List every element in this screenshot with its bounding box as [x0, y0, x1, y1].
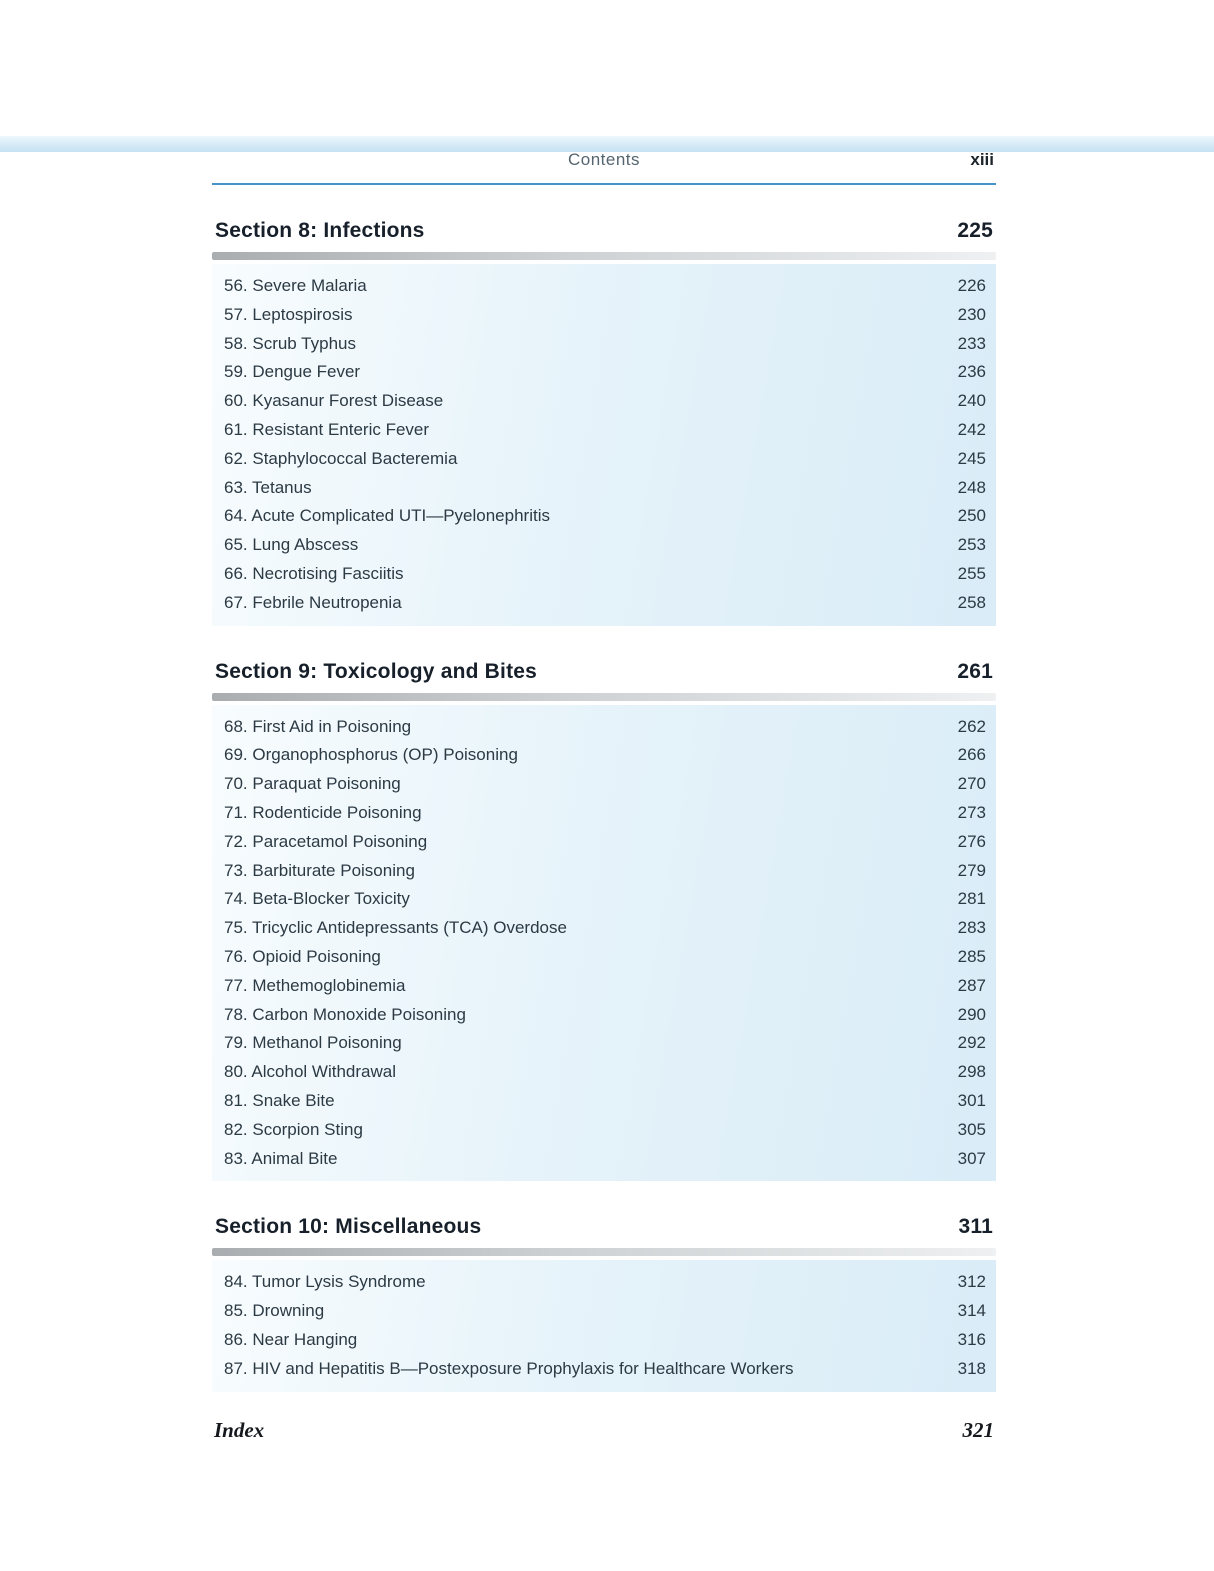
page-header	[212, 150, 996, 185]
entry-page-number: 230	[957, 304, 986, 324]
entry-title: 79. Methanol Poisoning	[224, 1033, 402, 1053]
toc-entry	[224, 1326, 986, 1355]
entry-title: 76. Opioid Poisoning	[224, 946, 381, 966]
toc-entry	[224, 799, 986, 828]
toc-entry	[224, 358, 986, 387]
entry-title: 84. Tumor Lysis Syndrome	[224, 1272, 426, 1292]
entry-page-number: 242	[957, 419, 986, 439]
entry-page-number: 318	[957, 1358, 986, 1378]
entry-page-number: 262	[957, 716, 986, 736]
index-page-number: 321	[962, 1417, 994, 1442]
toc-entry	[224, 474, 986, 503]
toc-entry	[224, 1029, 986, 1058]
entry-title: 82. Scorpion Sting	[224, 1119, 363, 1139]
toc-entry	[224, 1145, 986, 1174]
entry-page-number: 266	[957, 745, 986, 765]
entry-page-number: 253	[957, 535, 986, 555]
toc-entry	[224, 885, 986, 914]
entry-title: 56. Severe Malaria	[224, 276, 367, 295]
toc-entry	[224, 1058, 986, 1087]
toc-entry	[224, 741, 986, 770]
entry-page-number: 276	[957, 831, 986, 851]
entry-page-number: 273	[957, 802, 986, 822]
toc-entry	[224, 1355, 986, 1384]
section-title: Section 9: Toxicology and Bites	[215, 659, 538, 683]
entry-title: 75. Tricyclic Antidepressants (TCA) Overdose	[224, 918, 567, 938]
toc-section	[212, 1215, 996, 1391]
entry-title: 77. Methemoglobinemia	[224, 975, 406, 995]
entry-title: 66. Necrotising Fasciitis	[224, 563, 404, 583]
toc-entry	[224, 770, 986, 799]
entry-title: 59. Dengue Fever	[224, 362, 361, 382]
entry-page-number: 287	[957, 975, 986, 995]
entry-title: 71. Rodenticide Poisoning	[224, 802, 422, 822]
toc-section	[212, 660, 996, 1182]
entry-title: 72. Paracetamol Poisoning	[224, 831, 428, 851]
toc-entry	[224, 713, 986, 742]
entry-page-number: 316	[957, 1329, 986, 1349]
toc-entry	[224, 1297, 986, 1326]
index-row	[212, 1418, 996, 1443]
entry-page-number: 226	[957, 276, 986, 295]
entry-page-number: 312	[957, 1272, 986, 1292]
entry-title: 63. Tetanus	[224, 477, 312, 497]
entry-title: 86. Near Hanging	[224, 1329, 358, 1349]
toc-entry	[224, 914, 986, 943]
section-divider	[212, 693, 996, 701]
entry-title: 64. Acute Complicated UTI—Pyelonephritis	[224, 506, 550, 526]
entry-page-number: 245	[957, 448, 986, 468]
entry-page-number: 307	[957, 1148, 986, 1168]
entry-page-number: 298	[957, 1062, 986, 1082]
index-label: Index	[214, 1417, 265, 1442]
toc-entry	[224, 387, 986, 416]
section-divider	[212, 252, 996, 260]
entry-title: 78. Carbon Monoxide Poisoning	[224, 1004, 466, 1024]
entry-page-number: 240	[957, 391, 986, 411]
entry-page-number: 281	[957, 889, 986, 909]
section-page-number: 311	[958, 1215, 993, 1239]
entry-title: 61. Resistant Enteric Fever	[224, 419, 430, 439]
entry-page-number: 285	[957, 946, 986, 966]
section-title: Section 8: Infections	[215, 219, 425, 242]
toc-entry	[224, 502, 986, 531]
entry-page-number: 305	[957, 1119, 986, 1139]
page-content	[212, 150, 996, 1443]
toc-entry	[224, 272, 986, 301]
entry-page-number: 255	[957, 563, 986, 583]
entry-title: 65. Lung Abscess	[224, 535, 359, 555]
entry-page-number: 301	[957, 1090, 986, 1110]
section-entry-list	[212, 264, 996, 626]
toc-entry	[224, 445, 986, 474]
toc-entry	[224, 301, 986, 330]
section-header	[212, 660, 996, 693]
entry-page-number: 290	[957, 1004, 986, 1024]
toc-entry	[224, 1116, 986, 1145]
toc-entry	[224, 857, 986, 886]
entry-page-number: 236	[957, 362, 986, 382]
toc-entry	[224, 560, 986, 589]
entry-title: 60. Kyasanur Forest Disease	[224, 391, 444, 411]
entry-title: 83. Animal Bite	[224, 1148, 338, 1168]
section-page-number: 225	[957, 219, 993, 242]
entry-page-number: 250	[957, 506, 986, 526]
section-title: Section 10: Miscellaneous	[215, 1215, 482, 1239]
entry-page-number: 279	[957, 860, 986, 880]
entry-title: 67. Febrile Neutropenia	[224, 592, 402, 612]
entry-title: 74. Beta-Blocker Toxicity	[224, 889, 410, 909]
entry-page-number: 283	[957, 918, 986, 938]
section-entry-list	[212, 1260, 996, 1391]
entry-title: 69. Organophosphorus (OP) Poisoning	[224, 745, 518, 765]
toc-entry	[224, 531, 986, 560]
sections	[212, 219, 996, 1392]
entry-title: 81. Snake Bite	[224, 1090, 335, 1110]
toc-entry	[224, 1001, 986, 1030]
entry-page-number: 248	[957, 477, 986, 497]
entry-title: 73. Barbiturate Poisoning	[224, 860, 415, 880]
section-header	[212, 219, 996, 252]
toc-entry	[224, 330, 986, 359]
toc-entry	[224, 1087, 986, 1116]
entry-title: 62. Staphylococcal Bacteremia	[224, 448, 458, 468]
entry-title: 58. Scrub Typhus	[224, 333, 356, 353]
folio-page-number: xiii	[970, 150, 994, 169]
section-header	[212, 1215, 996, 1248]
section-page-number: 261	[957, 659, 993, 683]
entry-title: 68. First Aid in Poisoning	[224, 716, 412, 736]
toc-entry	[224, 828, 986, 857]
entry-title: 80. Alcohol Withdrawal	[224, 1062, 396, 1082]
toc-entry	[224, 416, 986, 445]
entry-title: 57. Leptospirosis	[224, 304, 353, 324]
entry-page-number: 270	[957, 774, 986, 794]
entry-title: 85. Drowning	[224, 1301, 325, 1321]
running-title: Contents	[567, 150, 641, 169]
toc-entry	[224, 972, 986, 1001]
entry-page-number: 258	[957, 592, 986, 612]
entry-title: 87. HIV and Hepatitis B—Postexposure Prophylaxis for Healthcare Workers	[224, 1358, 794, 1378]
toc-section	[212, 219, 996, 626]
section-entry-list	[212, 705, 996, 1182]
toc-entry	[224, 1268, 986, 1297]
toc-entry	[224, 589, 986, 618]
entry-page-number: 233	[957, 333, 986, 353]
toc-entry	[224, 943, 986, 972]
entry-page-number: 314	[957, 1301, 986, 1321]
section-divider	[212, 1248, 996, 1256]
entry-page-number: 292	[957, 1033, 986, 1053]
entry-title: 70. Paraquat Poisoning	[224, 774, 401, 794]
